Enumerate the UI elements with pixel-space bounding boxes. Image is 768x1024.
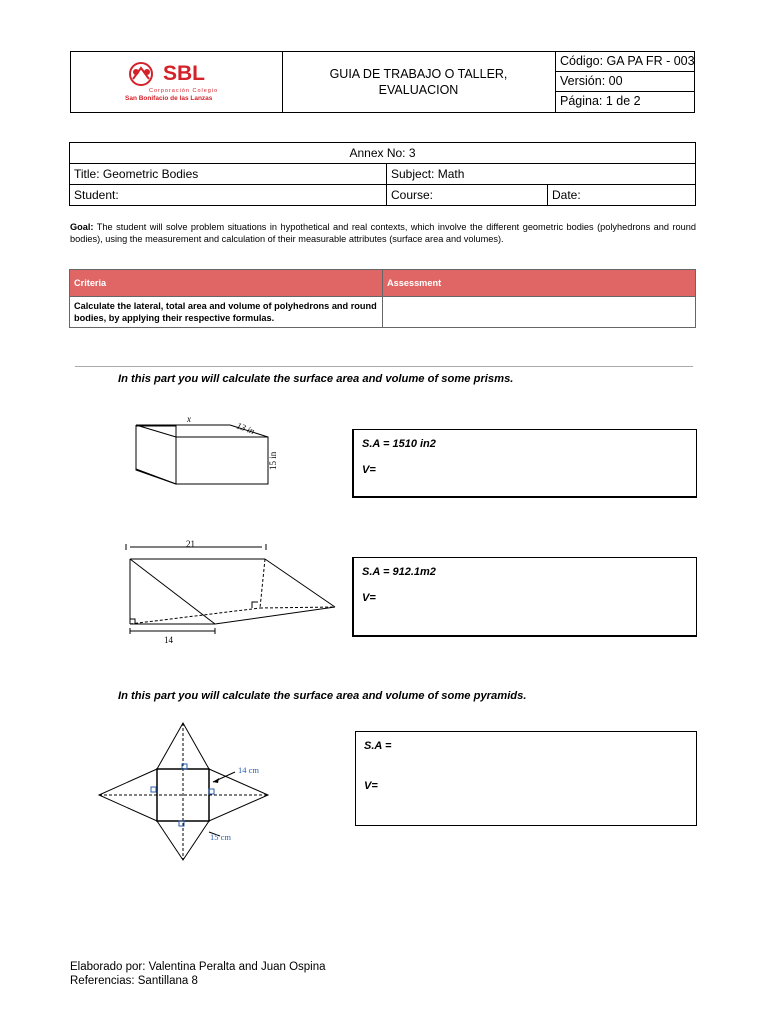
document-meta <box>556 52 695 112</box>
prism2-volume: V= <box>362 592 376 604</box>
pyramid-label-side: 14 cm <box>238 765 260 775</box>
prism2-answer-box[interactable] <box>352 557 697 637</box>
document-title <box>282 52 556 112</box>
criteria-text: Calculate the lateral, total area and volume of polyhedrons and round bodies, by applying their respective formulas. <box>70 297 383 328</box>
footer-author: Elaborado por: Valentina Peralta and Juan Ospina <box>70 961 326 973</box>
prism2-label-bottom: 14 <box>164 635 173 645</box>
school-logo <box>71 52 283 112</box>
title-line-1: GUIA DE TRABAJO O TALLER, <box>329 67 508 81</box>
logo-subtitle: Corporación Colegio <box>149 88 219 94</box>
annex-table <box>69 142 696 206</box>
title-line-2: EVALUACION <box>378 83 459 97</box>
prisms-intro: In this part you will calculate the surface area and volume of some prisms. <box>118 373 514 385</box>
logo-school: San Bonifacio de las Lanzas <box>125 95 213 102</box>
pyramid-answer-box[interactable] <box>355 731 697 826</box>
goal-text: The student will solve problem situations in hypothetical and real contexts, which involve the different geometric bodies (polyhedrons and round bodies), using the measurement and calculation of their measurable attributes (surface area and volumes). <box>70 222 696 244</box>
triangular-prism-figure <box>120 535 345 650</box>
doc-code: Código: GA PA FR - 003 <box>556 52 695 72</box>
doc-version: Versión: 00 <box>556 72 695 92</box>
prism1-sa: S.A = 1510 in2 <box>362 438 436 450</box>
prism1-label-height: 15 in <box>268 451 278 470</box>
course-field[interactable]: Course: <box>387 185 548 206</box>
section-divider <box>75 366 693 367</box>
annex-title: Title: Geometric Bodies <box>70 164 387 185</box>
prism2-sa: S.A = 912.1m2 <box>362 566 436 578</box>
goal-label: Goal: <box>70 222 94 232</box>
criteria-header: Criteria <box>70 270 383 297</box>
pyramid-volume: V= <box>364 780 378 792</box>
pyramid-label-slant: 15 cm <box>210 832 232 842</box>
goal-paragraph <box>70 221 696 245</box>
prism1-answer-box[interactable] <box>352 429 697 498</box>
student-field[interactable]: Student: <box>70 185 387 206</box>
doc-page: Página: 1 de 2 <box>560 94 641 108</box>
document-header <box>70 51 695 113</box>
footer-references: Referencias: Santillana 8 <box>70 975 198 987</box>
prism1-label-depth: 13 in <box>235 420 256 437</box>
rectangular-prism-figure <box>130 412 290 492</box>
prism1-label-x: x <box>187 414 191 424</box>
annex-number: Annex No: 3 <box>70 143 696 164</box>
annex-subject: Subject: Math <box>387 164 696 185</box>
criteria-table <box>69 269 696 328</box>
pyramid-sa: S.A = <box>364 740 392 752</box>
date-field[interactable]: Date: <box>548 185 696 206</box>
prism1-volume: V= <box>362 464 376 476</box>
prism2-label-top: 21 <box>186 539 195 549</box>
assessment-header: Assessment <box>383 270 696 297</box>
pyramid-net-figure <box>95 720 285 862</box>
pyramids-intro: In this part you will calculate the surface area and volume of some pyramids. <box>118 690 527 702</box>
assessment-cell[interactable] <box>383 297 696 328</box>
logo-name: SBL <box>163 62 205 85</box>
